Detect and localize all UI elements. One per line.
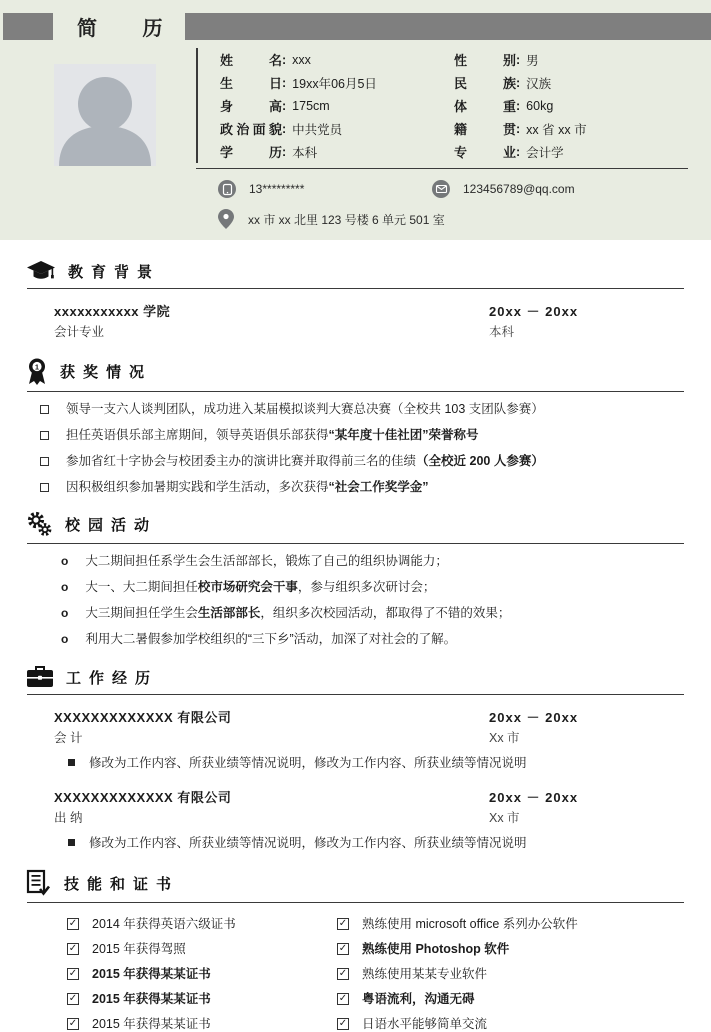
info-degree: 学历 : 本科: [220, 144, 318, 160]
award-item: 领导一支六人谈判团队，成功进入某届模拟谈判大赛总决赛（全校共 103 支团队参赛）: [27, 401, 684, 418]
checkbox-checked-icon: ✓: [68, 918, 78, 929]
email-value: 123456789@qq.com: [463, 182, 575, 196]
company-name: XXXXXXXXXXXXX 有限公司: [54, 710, 232, 725]
info-weight: 体重 : 60kg: [454, 98, 554, 114]
info-degree-value: 本科: [292, 145, 318, 160]
section-education: [27, 260, 684, 342]
phone-item: [218, 180, 432, 198]
award-item: 因积极组织参加暑期实践和学生活动，多次获得“社会工作奖学金”: [27, 479, 684, 496]
skill-item: ✓ 熟练使用某某专业软件: [338, 967, 488, 981]
skill-item: ✓ 2015 年获得某某证书: [68, 967, 211, 981]
skill-item: ✓ 2014 年获得英语六级证书: [68, 917, 236, 931]
work-period: 20xx － 20xx: [489, 710, 579, 725]
section-awards: [27, 358, 684, 496]
person-silhouette-icon: [54, 70, 156, 166]
education-major: 会计专业: [54, 325, 105, 339]
award-item: 担任英语俱乐部主席期间，领导英语俱乐部获得“某年度十佳社团”荣誉称号: [27, 427, 684, 444]
education-degree: 本科: [489, 325, 515, 339]
campus-item: o 大二期间担任系学生会生活部部长，锻炼了自己的组织协调能力；: [61, 554, 448, 568]
education-period: 20xx － 20xx: [489, 304, 579, 319]
skills-checklist: [27, 907, 684, 1032]
info-height: 身高 : 175cm: [220, 98, 330, 114]
work-entry: [27, 788, 684, 828]
info-birthday: 生日 : 19xx年06月5日: [220, 75, 377, 91]
circle-bullet-icon: o: [61, 554, 69, 568]
info-hometown: 籍贯 : xx 省 xx 市: [454, 121, 587, 137]
info-birthday-value: 19xx年06月5日: [292, 76, 377, 91]
school-name: xxxxxxxxxxx 学院: [54, 304, 171, 319]
contact-block: [196, 180, 688, 229]
campus-item: o 利用大二暑假参加学校组织的“三下乡”活动，加深了对社会的了解。: [61, 632, 457, 646]
certificate-icon: [27, 870, 51, 896]
banner-right-bar: [185, 13, 711, 40]
section-campus-title: 校园活动: [65, 517, 158, 534]
info-ethnicity-value: 汉族: [526, 76, 552, 91]
award-item: 参加省红十字协会与校团委主办的演讲比赛并取得前三名的佳绩（全校近 200 人参赛）: [27, 453, 684, 470]
info-political-status-value: 中共党员: [292, 122, 343, 137]
info-gender-value: 男: [526, 53, 539, 68]
checkbox-checked-icon: ✓: [68, 943, 78, 954]
work-detail: 修改为工作内容、所获业绩等情况说明，修改为工作内容、所获业绩等情况说明: [27, 755, 684, 772]
circle-bullet-icon: o: [61, 606, 69, 620]
work-detail: 修改为工作内容、所获业绩等情况说明，修改为工作内容、所获业绩等情况说明: [27, 835, 684, 852]
section-skills-title: 技能和证书: [64, 875, 180, 893]
location-pin-icon: [218, 209, 234, 229]
info-divider: [196, 168, 688, 169]
circle-bullet-icon: o: [61, 632, 69, 646]
square-bullet-icon: [40, 483, 49, 492]
section-work: [27, 666, 684, 852]
skill-item: ✓ 粤语流利，沟通无碍: [338, 992, 475, 1006]
info-ethnicity: 民族 : 汉族: [454, 75, 552, 91]
section-education-title: 教育背景: [68, 263, 161, 281]
photo-placeholder: [54, 64, 156, 166]
circle-bullet-icon: o: [61, 580, 69, 594]
skill-item: ✓ 2015 年获得某某证书: [68, 1017, 211, 1031]
info-major: 专业 : 会计学: [454, 144, 564, 160]
email-item: [432, 180, 575, 198]
education-entry: [27, 302, 684, 342]
company-name: XXXXXXXXXXXXX 有限公司: [54, 790, 232, 805]
skill-item: ✓ 熟练使用 Photoshop 软件: [338, 942, 510, 956]
medal-icon: [27, 358, 47, 385]
campus-item: o 大三期间担任学生会生活部部长，组织多次校园活动，都取得了不错的效果；: [61, 606, 511, 620]
info-major-value: 会计学: [526, 145, 564, 160]
info-gender: 性别 : 男: [454, 52, 539, 68]
skill-item: ✓ 日语水平能够简单交流: [338, 1017, 488, 1031]
work-entry: [27, 708, 684, 748]
skill-item: ✓ 熟练使用 microsoft office 系列办公软件: [338, 917, 578, 931]
info-height-value: 175cm: [292, 98, 330, 113]
info-hometown-value: xx 省 xx 市: [526, 122, 587, 137]
campus-item: o 大一、大二期间担任校市场研究会干事，参与组织多次研讨会；: [61, 580, 436, 594]
checkbox-checked-icon: ✓: [338, 918, 348, 929]
info-political-status: 政治面貌 : 中共党员: [220, 121, 343, 137]
work-city: Xx 市: [489, 811, 520, 825]
graduation-cap-icon: [27, 260, 55, 282]
svg-text:1: 1: [34, 362, 40, 372]
checkbox-checked-icon: ✓: [338, 993, 348, 1004]
checkbox-checked-icon: ✓: [68, 1018, 78, 1029]
filled-square-bullet-icon: [68, 839, 75, 846]
checkbox-checked-icon: ✓: [338, 968, 348, 979]
section-awards-title: 获奖情况: [60, 364, 153, 381]
email-icon: [432, 180, 450, 198]
skill-item: ✓ 2015 年获得驾照: [68, 942, 186, 956]
section-campus: [27, 512, 684, 648]
profile-header-section: [0, 0, 711, 240]
square-bullet-icon: [40, 431, 49, 440]
checkbox-checked-icon: ✓: [338, 943, 348, 954]
page-title: 简 历: [77, 18, 183, 40]
work-period: 20xx － 20xx: [489, 790, 579, 805]
section-work-title: 工作经历: [66, 669, 159, 687]
phone-icon: [218, 180, 236, 198]
section-skills: [27, 870, 684, 1032]
info-name: 姓名 : xxx: [220, 52, 311, 68]
banner-left-block: [3, 13, 53, 40]
personal-info-grid: [196, 48, 688, 163]
skill-item: ✓ 2015 年获得某某证书: [68, 992, 211, 1006]
checkbox-checked-icon: ✓: [68, 993, 78, 1004]
checkbox-checked-icon: ✓: [338, 1018, 348, 1029]
title-banner: [0, 0, 711, 40]
job-role: 会 计: [54, 731, 83, 745]
phone-value: 13*********: [249, 182, 305, 196]
work-city: Xx 市: [489, 731, 520, 745]
filled-square-bullet-icon: [68, 759, 75, 766]
address-item: [218, 209, 445, 229]
info-weight-value: 60kg: [526, 98, 554, 113]
gears-icon: [27, 512, 52, 537]
address-value: xx 市 xx 北里 123 号楼 6 单元 501 室: [248, 212, 445, 227]
checkbox-checked-icon: ✓: [68, 968, 78, 979]
briefcase-icon: [27, 666, 53, 688]
square-bullet-icon: [40, 405, 49, 414]
square-bullet-icon: [40, 457, 49, 466]
info-name-value: xxx: [292, 52, 311, 67]
job-role: 出 纳: [54, 811, 83, 825]
